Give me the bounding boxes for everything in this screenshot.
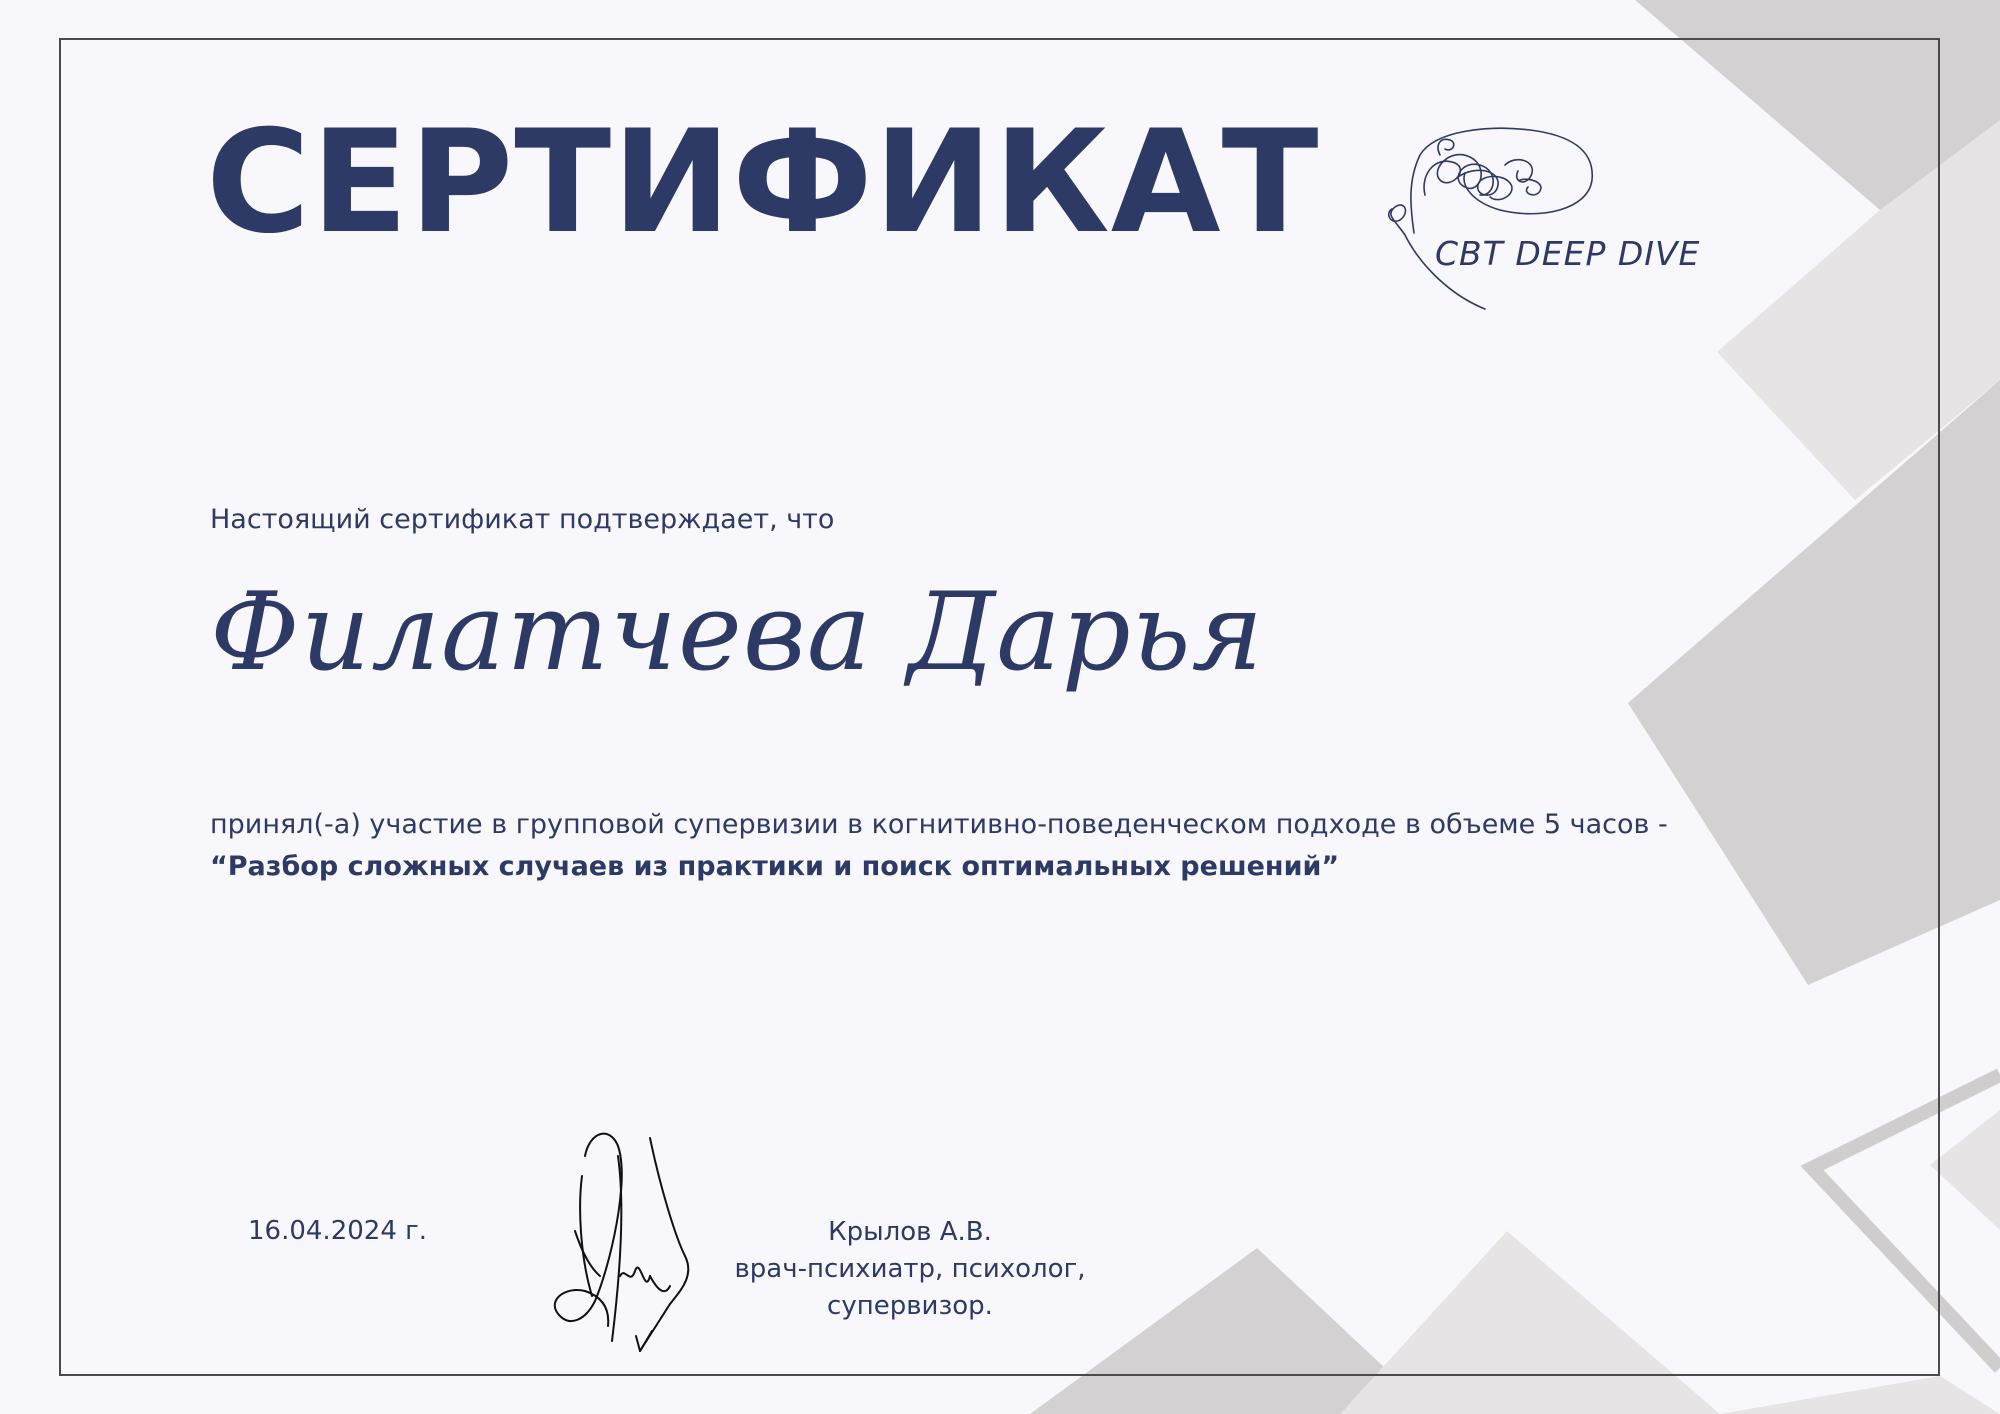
- recipient-name: Филатчева Дарья: [210, 570, 1265, 695]
- intro-text: Настоящий сертификат подтверждает, что: [210, 504, 835, 535]
- course-title: “Разбор сложных случаев из практики и поиск оптимальных решений”: [210, 851, 1340, 882]
- tangled-line-head-icon: [1380, 125, 1700, 320]
- certificate-title: СЕРТИФИКАТ: [206, 100, 1320, 265]
- signatory-name: Крылов А.В.: [828, 1217, 992, 1247]
- signatory-block: [700, 1214, 1120, 1325]
- signatory-role-line1: врач-психиатр, психолог,: [734, 1254, 1086, 1284]
- logo-text: CBT DEEP DIVE: [1435, 234, 1700, 273]
- deco-small-triangle: [1930, 1110, 2000, 1230]
- issue-date: 16.04.2024 г.: [248, 1216, 428, 1246]
- cbt-deep-dive-logo: [1380, 125, 1700, 320]
- participation-line: принял(-а) участие в групповой супервизии в когнитивно-поведенческом подходе в объеме 5 часов -: [210, 809, 1668, 840]
- certificate-description: [210, 804, 1668, 888]
- signatory-role-line2: супервизор.: [827, 1291, 993, 1321]
- deco-bottom-band: [1720, 1376, 2000, 1414]
- handwritten-signature: [540, 1126, 720, 1358]
